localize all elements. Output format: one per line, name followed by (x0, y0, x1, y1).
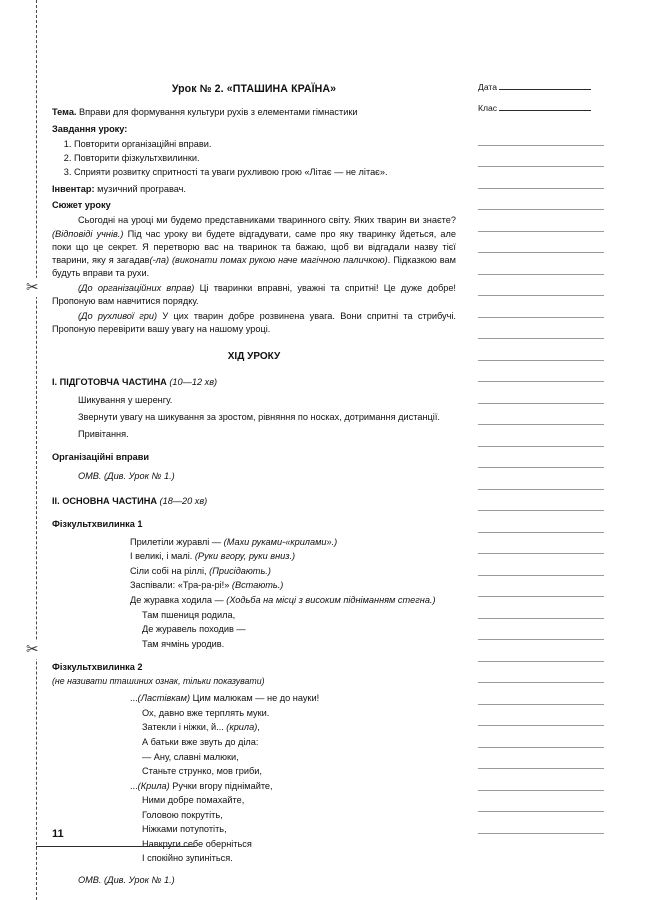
class-rule[interactable] (499, 103, 591, 111)
note-line[interactable] (478, 210, 604, 232)
note-line[interactable] (478, 146, 604, 168)
plot-label: Сюжет уроку (52, 200, 111, 211)
note-line[interactable] (478, 167, 604, 189)
inventory-line (52, 183, 456, 196)
course-title: ХІД УРОКУ (227, 351, 281, 363)
verse-line: А батьки вже звуть до діла: (142, 736, 259, 747)
verse-line: Ох, давно вже терплять муки. (142, 707, 270, 718)
verse-line: Де журавка ходила — (Ходьба на місці з високим підніманням стегна.) (130, 594, 436, 605)
note-line[interactable] (478, 791, 604, 813)
part-one-line: Звернути увагу на шикування за зростом, рівняння по носках, дотримання дистанції. (78, 412, 440, 423)
note-line[interactable] (478, 425, 604, 447)
note-line[interactable] (478, 640, 604, 662)
class-field[interactable] (478, 103, 604, 113)
note-line[interactable] (478, 619, 604, 641)
list-item: 3. Сприяти розвитку спритності та уваги рухливою грою «Літає — не літає». (74, 166, 456, 179)
part-one-heading (52, 376, 456, 389)
date-field[interactable] (478, 82, 604, 92)
part-two-duration: (18—20 хв) (159, 495, 208, 506)
note-line[interactable] (478, 339, 604, 361)
plot-paragraph-1: Сьогодні на уроці ми будемо представниками тваринного світу. Яких тварин ви знаєте? (Відповіді учнів.) Під час уроку ви будете відгадувати, саме про яку тваринку йдеться, але поки що це секрет. Я перетворю вас на тваринок та бажаю, щоб ви відгадали назву тієї тварини, яку я загадав(-ла) (виконати помах рукою наче магічною паличкою). Підказкою вам будуть вправи та рухи. (52, 215, 456, 278)
note-line[interactable] (478, 468, 604, 490)
note-line[interactable] (478, 662, 604, 684)
verse-line: Затекли і ніжки, й... (крила), (142, 722, 260, 733)
part-two-heading (52, 495, 456, 508)
verse-line: Прилетіли журавлі — (Махи руками-«крилами».) (130, 536, 338, 547)
verse-line: Де журавель походив — (142, 624, 246, 635)
note-line[interactable] (478, 318, 604, 340)
note-line[interactable] (478, 361, 604, 383)
notes-panel (478, 82, 604, 834)
note-line[interactable] (478, 490, 604, 512)
note-line[interactable] (478, 576, 604, 598)
org-exercises-heading: Організаційні вправи (52, 452, 150, 463)
verse-line: — Ану, славні малюки, (142, 751, 239, 762)
note-line[interactable] (478, 189, 604, 211)
verse-line: Навкруги себе оберніться (142, 838, 252, 849)
note-line[interactable] (478, 382, 604, 404)
verse-line: Сіли собі на ріллі, (Присідають.) (130, 565, 271, 576)
verse-line: Ними добре помахайте, (142, 795, 245, 806)
note-line[interactable] (478, 404, 604, 426)
scissors-icon-top: ✂ (26, 279, 39, 296)
verse-line: Головою покрутіть, (142, 809, 223, 820)
footer-rule (36, 846, 196, 847)
verse-line: Там ячмінь уродив. (142, 638, 225, 649)
note-line[interactable] (478, 812, 604, 834)
plot-paragraph-3: (До рухливої гри) У цих тварин добре розвинена увага. Вони спритні та стрибучі. Пропоную перевірити вашу увагу на нашому уроці. (52, 310, 456, 334)
verse-line: Ніжками потупотіть, (142, 824, 227, 835)
theme-line (52, 106, 456, 119)
note-line[interactable] (478, 726, 604, 748)
part-one-line: Шикування у шеренгу. (78, 395, 173, 406)
final-reference: ОМВ. (Див. Урок № 1.) (78, 874, 175, 885)
note-line[interactable] (478, 683, 604, 705)
plot-paragraph-2: (До організаційних вправ) Ці тваринки вправні, уважні та спритні! Це дуже добре! Пропоную вам навчитися порядку. (52, 282, 456, 306)
list-item: 1. Повторити організаційні вправи. (74, 138, 456, 151)
fizkult-2-verse (52, 692, 456, 865)
part-one-line: Привітання. (78, 429, 129, 440)
note-line[interactable] (478, 533, 604, 555)
fizkult-1-verse (52, 536, 456, 651)
note-line[interactable] (478, 769, 604, 791)
note-line[interactable] (478, 253, 604, 275)
class-label: Клас (478, 103, 498, 113)
cut-line (36, 0, 37, 900)
theme-text: Вправи для формування культури рухів з елементами гімнастики (79, 107, 358, 118)
verse-line: Там пшениця родила, (142, 609, 236, 620)
note-line[interactable] (478, 232, 604, 254)
fizkult-2-note: (не називати пташиних ознак, тільки показувати) (52, 675, 265, 686)
tasks-label: Завдання уроку: (52, 124, 128, 135)
lesson-content (52, 82, 456, 887)
fizkult-2-heading: Фізкультхвилинка 2 (52, 661, 143, 672)
verse-line: ...(Ластівкам) Цим малюкам — не до науки! (130, 693, 320, 704)
note-ruled-lines[interactable] (478, 124, 604, 834)
page-title: Урок № 2. «ПТАШИНА КРАЇНА» (171, 83, 337, 95)
note-line[interactable] (478, 597, 604, 619)
list-item: 2. Повторити фізкультхвилинки. (74, 152, 456, 165)
note-line[interactable] (478, 511, 604, 533)
verse-line: Станьте струнко, мов гриби, (142, 766, 262, 777)
verse-line: І великі, і малі. (Руки вгору, руки вниз.) (130, 551, 296, 562)
theme-label: Тема. (52, 107, 77, 118)
tasks-list (52, 138, 456, 179)
inventory-text: музичний програвач. (97, 184, 186, 195)
part-one-duration: (10—12 хв) (169, 377, 218, 388)
note-line[interactable] (478, 275, 604, 297)
part-one-title: І. ПІДГОТОВЧА ЧАСТИНА (52, 377, 167, 388)
org-exercises-reference: ОМВ. (Див. Урок № 1.) (78, 470, 175, 481)
part-two-title: ІІ. ОСНОВНА ЧАСТИНА (52, 495, 157, 506)
note-line[interactable] (478, 748, 604, 770)
page-number: 11 (52, 828, 64, 840)
verse-line: І спокійно зупиніться. (142, 853, 233, 864)
verse-line: Заспівали: «Тра-ра-рі!» (Встають.) (130, 580, 284, 591)
note-line[interactable] (478, 124, 604, 146)
verse-line: ...(Крила) Ручки вгору піднімайте, (130, 780, 273, 791)
note-line[interactable] (478, 554, 604, 576)
note-line[interactable] (478, 296, 604, 318)
inventory-label: Інвентар: (52, 184, 95, 195)
date-rule[interactable] (499, 82, 591, 90)
note-line[interactable] (478, 447, 604, 469)
note-line[interactable] (478, 705, 604, 727)
fizkult-1-heading: Фізкультхвилинка 1 (52, 518, 143, 529)
date-label: Дата (478, 82, 498, 92)
scissors-icon-bottom: ✂ (26, 641, 39, 658)
